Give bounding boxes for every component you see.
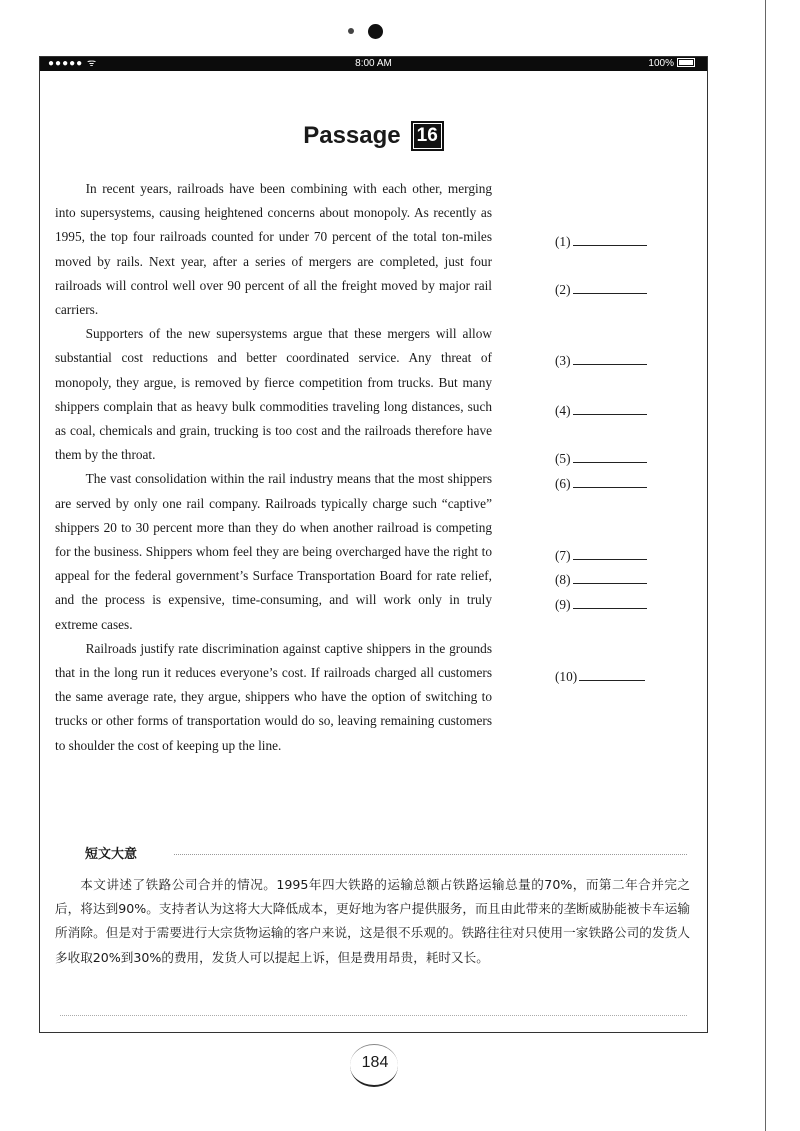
passage-title <box>40 121 707 151</box>
page-edge-line <box>765 0 766 1131</box>
answer-blank-7[interactable] <box>555 547 647 564</box>
answer-label: (4) <box>555 403 571 418</box>
signal-indicator: ●●●●● ᯤ <box>48 58 98 69</box>
answer-label: (8) <box>555 572 571 587</box>
answer-blank-5[interactable] <box>555 450 647 467</box>
blank-line <box>573 281 647 294</box>
answer-blank-10[interactable] <box>555 668 645 685</box>
status-bar <box>40 57 707 71</box>
passage-title-text: Passage <box>303 122 401 149</box>
blank-line <box>573 547 647 560</box>
blank-line <box>579 668 645 681</box>
blank-line <box>573 233 647 246</box>
answer-blank-4[interactable] <box>555 402 647 419</box>
status-time: 8:00 AM <box>355 58 392 69</box>
battery-icon <box>677 58 695 67</box>
answer-label: (10) <box>555 669 578 684</box>
summary-body <box>55 873 690 970</box>
paragraph-4: Railroads justify rate discrimination against captive shippers in the grounds that in the long run it reduces everyone’s cost. If railroads charged all customers the same average rate, they argue, shippers who have the option of switching to trucks or other forms of transportation would do so, leaving remaining customers to shoulder the cost of keeping up the line. <box>55 640 492 753</box>
answer-label: (2) <box>555 282 571 297</box>
blank-line <box>573 450 647 463</box>
answer-label: (3) <box>555 353 571 368</box>
answer-blank-1[interactable] <box>555 233 647 250</box>
page-number: 184 <box>361 1054 389 1071</box>
summary-heading: 短文大意 <box>85 847 138 862</box>
answer-label: (1) <box>555 234 571 249</box>
answer-blank-2[interactable] <box>555 281 647 298</box>
blank-line <box>573 352 647 365</box>
summary-text: 本文讲述了铁路公司合并的情况。1995年四大铁路的运输总额占铁路运输总量的70%，而第二年合并完之后，将达到90%。支持者认为这将大大降低成本，更好地为客户提供服务，而且由此带来的垄断威胁能被卡车运输所消除。但是对于需要进行大宗货物运输的客户来说，这是很不乐观的。铁路往往对只使用一家铁路公司的发货人多收取20%到30%的费用，发货人可以提起上诉，但是费用昂贵，耗时又长。 <box>55 877 690 965</box>
camera-dot <box>348 28 354 34</box>
answer-label: (7) <box>555 548 571 563</box>
battery-percent: 100% <box>648 58 674 69</box>
blank-line <box>573 402 647 415</box>
answer-label: (5) <box>555 451 571 466</box>
blank-line <box>573 596 647 609</box>
answer-label: (6) <box>555 476 571 491</box>
passage-body <box>55 177 492 758</box>
answer-blank-8[interactable] <box>555 571 647 588</box>
summary-divider <box>174 854 687 855</box>
answer-blank-9[interactable] <box>555 596 647 613</box>
answer-blank-3[interactable] <box>555 352 647 369</box>
answer-label: (9) <box>555 597 571 612</box>
paragraph-1: In recent years, railroads have been combining with each other, merging into supersystems, causing heightened concerns about monopoly. As recently as 1995, the top four railroads counted for under 70 percent of the total ton-miles moved by rails. Next year, after a series of mergers are completed, just four railroads will control well over 90 percent of all the freight moved by major rail carriers. <box>55 181 492 318</box>
camera-icon <box>368 24 383 39</box>
paragraph-2: Supporters of the new supersystems argue that these mergers will allow substantial cost reductions and better coordinated service. Any threat of monopoly, they argue, is removed by fierce competition from trucks. But many shippers complain that as heavy bulk commodities traveling long distances, such as coal, chemicals and grain, trucking is too cost and the railroads therefore have them by the throat. <box>55 326 492 463</box>
paragraph-3: The vast consolidation within the rail industry means that the most shippers are served by only one rail company. Railroads typically charge such “captive” shippers 20 to 30 percent more than they do when another railroad is competing for the business. Shippers whom feel they are being overcharged have the right to appeal for the federal government’s Surface Transportation Board for rate relief, and the process is expensive, time-consuming, and will work only in truly extreme cases. <box>55 471 492 632</box>
blank-line <box>573 475 647 488</box>
bottom-divider <box>60 1015 687 1016</box>
blank-line <box>573 571 647 584</box>
tablet-screen <box>39 56 708 1033</box>
answer-blank-6[interactable] <box>555 475 647 492</box>
passage-number-badge: 16 <box>411 121 444 151</box>
battery-indicator <box>648 57 695 71</box>
